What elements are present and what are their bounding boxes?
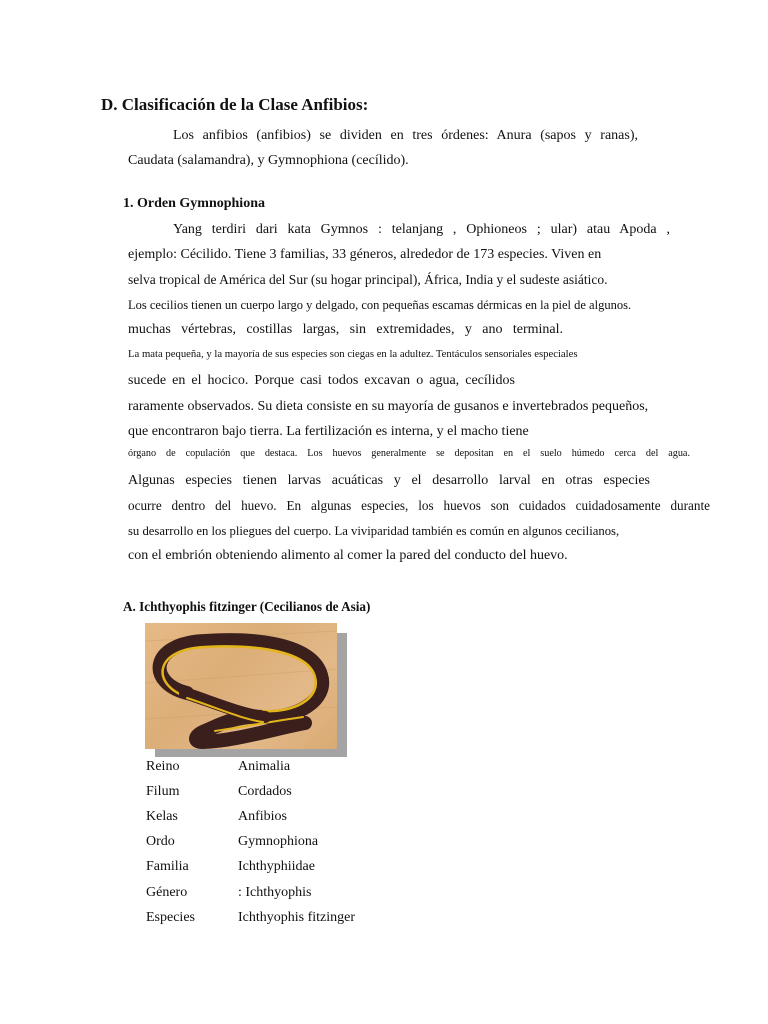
body-line-4: Los cecilios tienen un cuerpo largo y delgado, con pequeñas escamas dérmicas en la piel de algunos. (128, 298, 632, 312)
taxonomy-rank: Especies (146, 910, 195, 925)
caecilian-photo-frame (145, 623, 347, 757)
body-line-14: con el embrión obteniendo alimento al comer la pared del conducto del huevo. (128, 548, 568, 563)
taxonomy-rank: Reino (146, 759, 180, 774)
taxonomy-rank: Género (146, 885, 188, 900)
taxonomy-value: Anfibios (238, 809, 287, 824)
taxonomy-rank: Filum (146, 784, 180, 799)
body-line-3: selva tropical de América del Sur (su hogar principal), África, India y el sudeste asiático. (128, 272, 608, 287)
body-line-9: que encontraron bajo tierra. La fertilización es interna, y el macho tiene (128, 424, 529, 439)
body-line-13: su desarrollo en los pliegues del cuerpo. La viviparidad también es común en algunos cecilianos, (128, 524, 620, 538)
body-line-10: órgano de copulación que destaca. Los huevos generalmente se depositan en el suelo húmedo cerca del agua. (128, 448, 690, 459)
order-heading: 1. Orden Gymnophiona (123, 196, 265, 211)
taxonomy-rank: Ordo (146, 834, 175, 849)
body-line-2: ejemplo: Cécilido. Tiene 3 familias, 33 géneros, alrededor de 173 especies. Viven en (128, 247, 602, 262)
body-line-12: ocurre dentro del huevo. En algunas especies, los huevos son cuidados cuidadosamente durante (128, 498, 710, 513)
taxonomy-value: Ichthyphiidae (238, 859, 315, 874)
taxonomy-value: Gymnophiona (238, 834, 319, 849)
body-line-1: Yang terdiri dari kata Gymnos : telanjang , Ophioneos ; ular) atau Apoda , (173, 222, 670, 237)
taxonomy-value: Ichthyophis fitzinger (238, 910, 356, 925)
body-line-6: La mata pequeña, y la mayoría de sus especies son ciegas en la adultez. Tentáculos sensoriales especiales (128, 348, 578, 360)
body-line-7: sucede en el hocico. Porque casi todos excavan o agua, cecílidos (128, 373, 515, 388)
taxonomy-rank: Familia (146, 859, 189, 874)
taxonomy-value: : Ichthyophis (238, 885, 312, 900)
intro-line-1: Los anfibios (anfibios) se dividen en tres órdenes: Anura (sapos y ranas), (173, 128, 638, 143)
species-heading: A. Ichthyophis fitzinger (Cecilianos de Asia) (123, 599, 371, 614)
intro-line-2: Caudata (salamandra), y Gymnophiona (cecílido). (128, 153, 409, 168)
taxonomy-rank: Kelas (146, 809, 178, 824)
body-line-11: Algunas especies tienen larvas acuáticas y el desarrollo larval en otras especies (128, 473, 650, 488)
taxonomy-value: Cordados (238, 784, 292, 799)
body-line-5: muchas vértebras, costillas largas, sin extremidades, y ano terminal. (128, 322, 563, 337)
caecilian-illustration (145, 623, 337, 749)
page-heading: D. Clasificación de la Clase Anfibios: (101, 95, 369, 114)
body-line-8: raramente observados. Su dieta consiste en su mayoría de gusanos e invertebrados pequeños, (128, 399, 649, 414)
taxonomy-value: Animalia (238, 759, 291, 774)
caecilian-photo (145, 623, 337, 749)
